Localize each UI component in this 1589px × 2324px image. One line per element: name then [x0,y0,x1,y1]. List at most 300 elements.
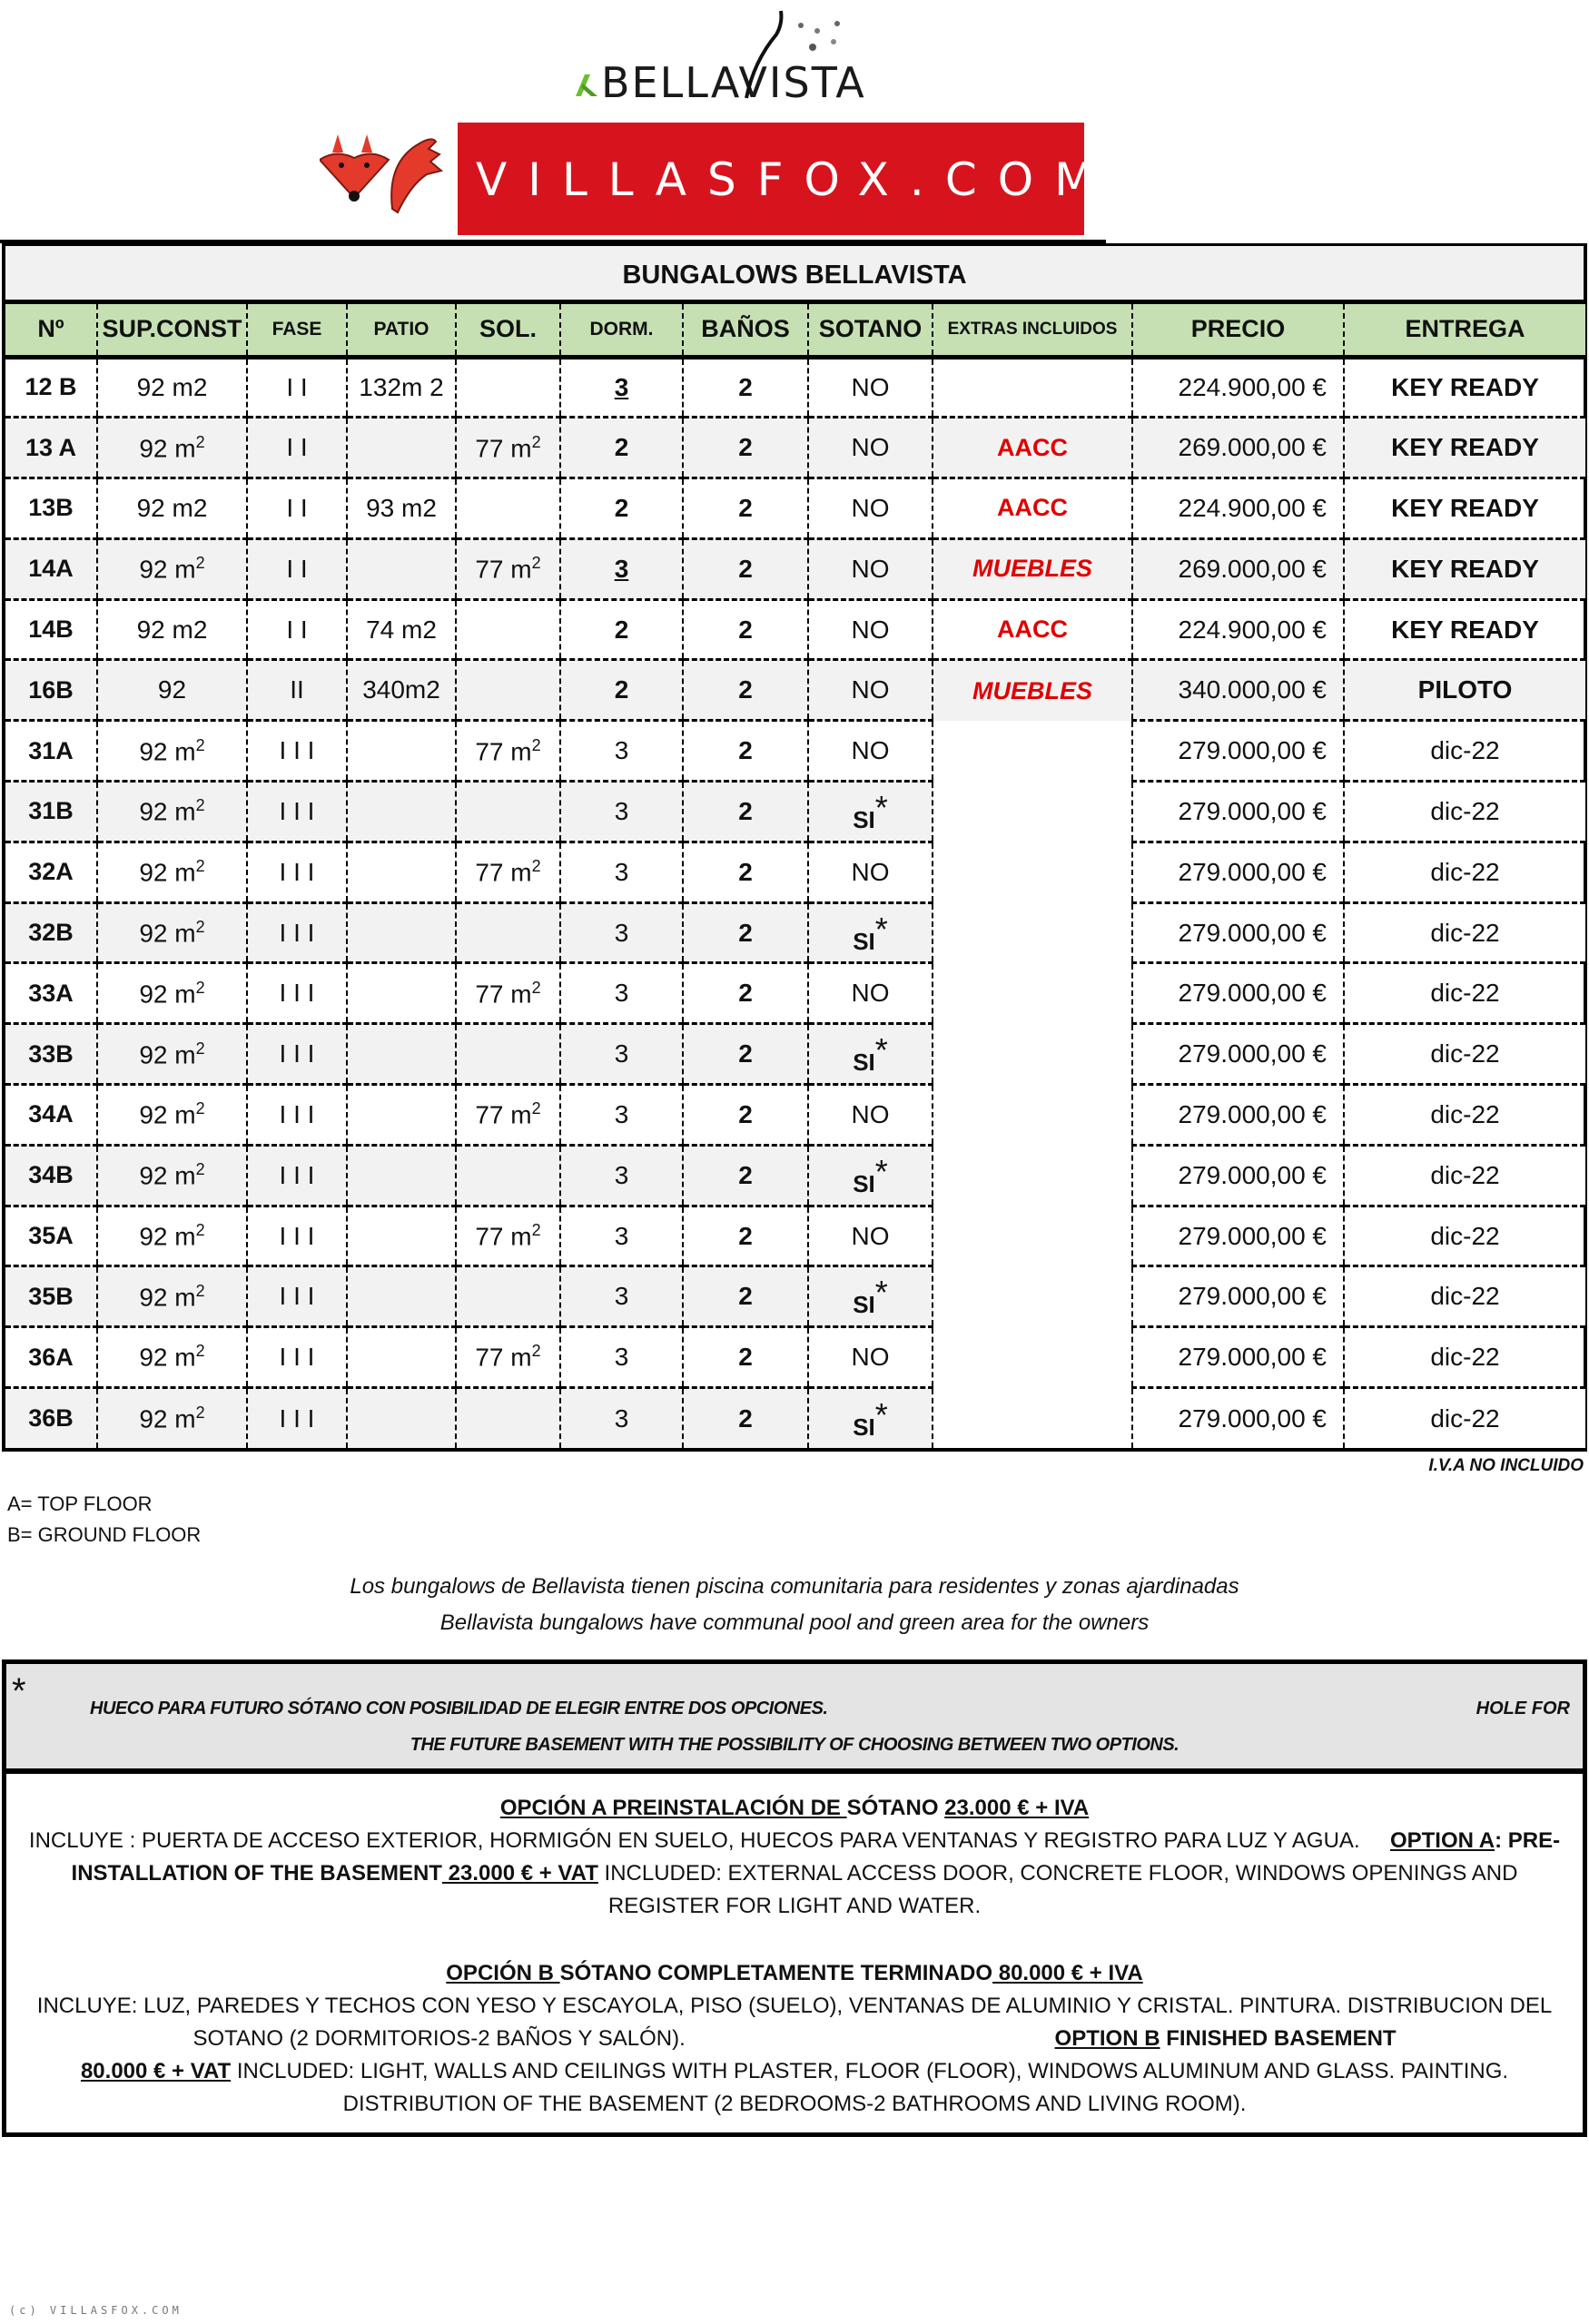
cell-banos: 2 [683,842,808,902]
cell-patio: 74 m2 [347,599,456,660]
cell-number: 35B [5,1266,97,1327]
cell-fase: I I I [247,1145,347,1206]
cell-precio: 279.000,00 € [1132,1145,1344,1206]
superscript: 2 [195,1039,205,1058]
cell-entrega: dic-22 [1344,1145,1585,1206]
cell-sotano: NO [808,599,933,660]
cell-dorm: 3 [560,902,683,963]
cell-sol [456,538,560,599]
cell-fase: I I [247,538,347,599]
cell-sotano: NO [808,660,933,721]
copyright-watermark: (c) VILLASFOX.COM [9,2304,183,2317]
cell-sup-const: 92 m2 [97,599,247,660]
cell-sup-const [97,1145,247,1206]
cell-entrega: KEY READY [1344,538,1585,599]
cell-fase: I I I [247,842,347,902]
asterisk-icon: * [874,1031,888,1069]
cell-sol [456,1145,560,1206]
cell-sol [456,721,560,782]
col-header-patio: PATIO [347,304,456,357]
basement-footnote-box [2,1659,1587,1774]
cell-number: 14B [5,599,97,660]
cell-entrega: dic-22 [1344,902,1585,963]
option-a-description: INCLUYE : PUERTA DE ACCESO EXTERIOR, HORMIGÓN EN SUELO, HUECOS PARA VENTANAS Y REGISTRO PARA LUZ Y AGUA. OPTION A: PRE- INSTALLATION OF THE BASEMENT 23.000 € + VAT INCLUDED: EXTERNAL ACCESS DOOR, CONCRETE FLOOR, WINDOWS OPENINGS AND REGISTER FOR LIGHT AND WATER. [28,1828,1561,1918]
cell-patio [347,538,456,599]
cell-extras [933,1388,1132,1449]
legend-top-floor: A= TOP FLOOR [7,1492,153,1515]
cell-fase: I I I [247,1266,347,1327]
cell-extras: AACC [933,599,1132,660]
superscript: 2 [195,978,205,997]
cell-number: 31B [5,782,97,842]
superscript: 2 [531,735,541,754]
cell-sotano: NO [808,1206,933,1266]
bellavista-leaf-icon [574,71,599,98]
cell-sotano: NO [808,842,933,902]
cell-dorm: 3 [560,963,683,1024]
superscript: 2 [195,1099,205,1118]
superscript: 2 [195,1403,205,1423]
cell-banos: 2 [683,963,808,1024]
cell-sotano [808,1145,933,1206]
cell-patio [347,963,456,1024]
cell-dorm: 3 [560,357,683,418]
cell-patio: 132m 2 [347,357,456,418]
pool-note-es: Los bungalows de Bellavista tienen piscina comunitaria para residentes y zonas ajardinadas [350,1574,1239,1599]
area-value: 92 m [139,1283,196,1312]
superscript: 2 [531,1220,541,1239]
table-row [5,538,1585,599]
table-row [5,1024,1585,1085]
basement-note-es: HUECO PARA FUTURO SÓTANO CON POSIBILIDAD DE ELEGIR ENTRE DOS OPCIONES. [90,1699,828,1718]
cell-sotano: NO [808,357,933,418]
cell-fase: II [247,660,347,721]
area-value: 92 m [139,797,196,826]
superscript: 2 [195,857,205,876]
cell-sol [456,902,560,963]
area-value: 77 m [475,1100,532,1129]
cell-patio [347,1145,456,1206]
cell-sotano: NO [808,1327,933,1388]
area-value: 77 m [475,736,532,765]
cell-sup-const [97,1327,247,1388]
cell-banos: 2 [683,1388,808,1449]
table-title: BUNGALOWS BELLAVISTA [5,246,1584,304]
cell-entrega: KEY READY [1344,599,1585,660]
table-row [5,660,1585,721]
cell-fase: I I I [247,963,347,1024]
sotano-yes: SI [853,1169,875,1197]
cell-patio [347,782,456,842]
cell-dorm: 3 [560,721,683,782]
cell-banos: 2 [683,1206,808,1266]
pool-note [0,1569,1589,1641]
pool-note-en: Bellavista bungalows have communal pool and green area for the owners [439,1610,1150,1635]
cell-precio: 279.000,00 € [1132,1024,1344,1085]
cell-entrega: PILOTO [1344,660,1585,721]
cell-dorm: 3 [560,1145,683,1206]
cell-number: 34B [5,1145,97,1206]
villasfox-wordmark: VILLASFOX.COM [476,153,1115,206]
cell-precio: 279.000,00 € [1132,1266,1344,1327]
superscript: 2 [195,432,205,451]
area-value: 92 m [139,1100,196,1129]
superscript: 2 [531,1099,541,1118]
cell-precio: 224.900,00 € [1132,357,1344,418]
cell-precio: 279.000,00 € [1132,842,1344,902]
cell-dorm: 3 [560,1327,683,1388]
superscript: 2 [195,735,205,754]
bungalows-table [2,243,1587,1452]
cell-entrega: dic-22 [1344,782,1585,842]
cell-sol [456,478,560,539]
cell-patio [347,902,456,963]
cell-sup-const [97,1024,247,1085]
cell-sup-const [97,538,247,599]
cell-precio: 340.000,00 € [1132,660,1344,721]
cell-entrega: dic-22 [1344,963,1585,1024]
cell-number: 32B [5,902,97,963]
cell-banos: 2 [683,1327,808,1388]
asterisk-icon: * [874,1395,888,1433]
area-value: 92 m [139,433,196,462]
cell-extras [933,1327,1132,1388]
cell-sotano: NO [808,963,933,1024]
cell-banos: 2 [683,721,808,782]
cell-banos: 2 [683,599,808,660]
superscript: 2 [531,432,541,451]
cell-banos: 2 [683,357,808,418]
cell-number: 33A [5,963,97,1024]
cell-dorm: 3 [560,782,683,842]
area-value: 92 m [139,736,196,765]
area-value: 77 m [475,1343,532,1372]
table-row [5,357,1585,418]
cell-banos: 2 [683,902,808,963]
cell-patio [347,418,456,478]
table-row [5,418,1585,478]
cell-fase: I I I [247,1085,347,1146]
sotano-yes: SI [853,927,875,955]
cell-patio [347,1327,456,1388]
cell-number: 36A [5,1327,97,1388]
area-value: 92 m [139,555,196,584]
cell-precio: 279.000,00 € [1132,721,1344,782]
fox-logo-icon [320,134,447,216]
table-row [5,963,1585,1024]
cell-entrega: dic-22 [1344,1266,1585,1327]
cell-precio: 269.000,00 € [1132,538,1344,599]
cell-patio [347,721,456,782]
cell-patio [347,1085,456,1146]
cell-sup-const [97,842,247,902]
cell-extras: AACC [933,418,1132,478]
superscript: 2 [195,917,205,936]
cell-banos: 2 [683,1266,808,1327]
cell-fase: I I [247,599,347,660]
cell-fase: I I [247,357,347,418]
cell-dorm: 3 [560,1266,683,1327]
col-header-precio: PRECIO [1132,304,1344,357]
vat-not-included-note: I.V.A NO INCLUIDO [1428,1456,1584,1475]
table-row [5,902,1585,963]
villasfox-banner [458,123,1115,235]
cell-sup-const [97,902,247,963]
cell-extras [933,782,1132,842]
cell-entrega: KEY READY [1344,418,1585,478]
cell-sotano [808,1266,933,1327]
cell-sotano [808,1388,933,1449]
bellavista-wordmark: BELLAVISTA [601,58,866,107]
cell-sotano: NO [808,478,933,539]
cell-dorm: 2 [560,418,683,478]
table-row [5,1085,1585,1146]
table-row [5,599,1585,660]
cell-patio [347,842,456,902]
cell-dorm: 3 [560,1388,683,1449]
cell-sol [456,963,560,1024]
superscript: 2 [195,554,205,573]
area-value: 92 m [139,858,196,887]
cell-banos: 2 [683,660,808,721]
cell-sup-const: 92 m2 [97,357,247,418]
col-header-fase: FASE [247,304,347,357]
cell-extras [933,902,1132,963]
option-b-description: INCLUYE: LUZ, PAREDES Y TECHOS CON YESO Y ESCAYOLA, PISO (SUELO), VENTANAS DE ALUMINIO Y CRISTAL. PINTURA. DISTRIBUCION DEL SOTANO (2 DORMITORIOS-2 BAÑOS Y SALÓN). OPTION B FINISHED BASEMENT 80.000 € + VAT INCLUDED: LIGHT, WALLS AND CEILINGS WITH PLASTER, FLOOR (FLOOR), WINDOWS ALUMINUM AND GLASS. PAINTING. DISTRIBUTION OF THE BASEMENT (2 BEDROOMS-2 BATHROOMS AND LIVING ROOM). [36,1994,1553,2116]
cell-sol [456,1266,560,1327]
area-value: 92 m [139,1343,196,1372]
cell-sol [456,599,560,660]
cell-number: 13B [5,478,97,539]
floor-legend [7,1489,201,1551]
cell-precio: 224.900,00 € [1132,478,1344,539]
area-value: 77 m [475,980,532,1009]
table-row [5,1388,1585,1449]
cell-precio: 279.000,00 € [1132,782,1344,842]
cell-sup-const [97,1206,247,1266]
cell-patio [347,1024,456,1085]
cell-dorm: 2 [560,599,683,660]
cell-number: 32A [5,842,97,902]
option-a-title: OPCIÓN A PREINSTALACIÓN DE SÓTANO 23.000 € + IVA [499,1796,1090,1820]
cell-patio: 93 m2 [347,478,456,539]
sotano-yes: SI [853,1413,875,1441]
cell-dorm: 3 [560,538,683,599]
cell-number: 12 B [25,373,77,401]
cell-banos: 2 [683,538,808,599]
cell-sol [456,1206,560,1266]
table-row [5,1266,1585,1327]
col-header-number: Nº [5,304,97,357]
cell-banos: 2 [683,418,808,478]
cell-precio: 279.000,00 € [1132,902,1344,963]
cell-entrega: dic-22 [1344,1085,1585,1146]
area-value: 92 m [139,919,196,948]
cell-number: 14A [5,538,97,599]
option-b-title: OPCIÓN B SÓTANO COMPLETAMENTE TERMINADO 80.000 € + IVA [446,1961,1143,1985]
cell-sol [456,1024,560,1085]
cell-sup-const [97,1388,247,1449]
superscript: 2 [531,978,541,997]
cell-entrega: dic-22 [1344,1388,1585,1449]
cell-number: 34A [5,1085,97,1146]
table-row [5,1327,1585,1388]
cell-sotano [808,782,933,842]
basement-options-box [2,1774,1587,2137]
cell-banos: 2 [683,1145,808,1206]
col-header-sotano: SOTANO [808,304,933,357]
cell-number: 31A [5,721,97,782]
cell-extras [933,357,1132,418]
asterisk-icon: * [874,1274,888,1312]
cell-precio: 224.900,00 € [1132,599,1344,660]
cell-precio: 279.000,00 € [1132,1085,1344,1146]
cell-banos: 2 [683,782,808,842]
cell-sup-const [97,418,247,478]
cell-extras [933,1085,1132,1146]
cell-fase: I I I [247,1388,347,1449]
asterisk-icon: * [12,1671,26,1711]
cell-sol [456,660,560,721]
cell-extras: MUEBLES [933,538,1132,599]
table-header-row [5,304,1585,357]
cell-banos: 2 [683,1024,808,1085]
col-header-banos: BAÑOS [683,304,808,357]
sotano-yes: SI [853,1291,875,1319]
asterisk-icon: * [874,1152,888,1190]
cell-fase: I I I [247,1327,347,1388]
superscript: 2 [195,796,205,815]
cell-sol [456,1388,560,1449]
cell-fase: I I I [247,721,347,782]
cell-patio [347,1206,456,1266]
area-value: 92 m [139,980,196,1009]
sotano-yes: SI [853,1049,875,1077]
asterisk-icon: * [874,910,888,948]
area-value: 92 m [139,1039,196,1068]
cell-number: 35A [5,1206,97,1266]
area-value: 77 m [475,858,532,887]
cell-entrega: dic-22 [1344,721,1585,782]
cell-entrega: dic-22 [1344,1024,1585,1085]
table-row [5,842,1585,902]
cell-sol [456,842,560,902]
col-header-sol: SOL. [456,304,560,357]
superscript: 2 [195,1342,205,1361]
cell-sol [456,1327,560,1388]
col-header-dorm: DORM. [560,304,683,357]
cell-sotano: NO [808,1085,933,1146]
cell-entrega: dic-22 [1344,1327,1585,1388]
cell-fase: I I I [247,1206,347,1266]
cell-fase: I I [247,418,347,478]
area-value: 77 m [475,1222,532,1251]
cell-dorm: 3 [560,1024,683,1085]
legend-ground-floor: B= GROUND FLOOR [7,1523,202,1546]
superscript: 2 [195,1220,205,1239]
cell-precio: 279.000,00 € [1132,963,1344,1024]
area-value: 92 m [139,1161,196,1190]
cell-extras [933,842,1132,902]
table-row [5,1206,1585,1266]
asterisk-icon: * [874,788,888,826]
cell-sup-const: 92 m2 [97,478,247,539]
cell-patio [347,1388,456,1449]
cell-number: 36B [5,1388,97,1449]
cell-entrega: KEY READY [1344,357,1585,418]
cell-fase: I I I [247,782,347,842]
cell-precio: 279.000,00 € [1132,1206,1344,1266]
cell-sup-const [97,1266,247,1327]
cell-extras [933,1145,1132,1206]
cell-dorm: 3 [560,1085,683,1146]
cell-sup-const [97,721,247,782]
cell-patio [347,1266,456,1327]
cell-dorm: 3 [560,842,683,902]
col-header-extras: EXTRAS INCLUIDOS [933,304,1132,357]
cell-sol [456,357,560,418]
superscript: 2 [531,554,541,573]
cell-sup-const [97,782,247,842]
superscript: 2 [195,1160,205,1179]
cell-number: 33B [5,1024,97,1085]
bellavista-logo [563,7,890,107]
cell-dorm: 2 [560,660,683,721]
cell-precio: 279.000,00 € [1132,1388,1344,1449]
table-row [5,1145,1585,1206]
cell-sol [456,782,560,842]
area-value: 92 m [139,1404,196,1433]
cell-entrega: dic-22 [1344,842,1585,902]
cell-dorm: 3 [560,1206,683,1266]
cell-sup-const [97,963,247,1024]
cell-sol [456,418,560,478]
basement-note-en: THE FUTURE BASEMENT WITH THE POSSIBILITY OF CHOOSING BETWEEN TWO OPTIONS. [410,1735,1179,1755]
superscript: 2 [195,1281,205,1300]
table-row [5,478,1585,539]
area-value: 77 m [475,555,532,584]
cell-number: 13 A [5,418,97,478]
cell-extras [933,1024,1132,1085]
sotano-yes: SI [853,805,875,833]
superscript: 2 [531,857,541,876]
cell-extras [933,963,1132,1024]
cell-precio: 279.000,00 € [1132,1327,1344,1388]
cell-extras [933,721,1132,782]
cell-extras: AACC [933,478,1132,539]
cell-sup-const: 92 [97,660,247,721]
cell-fase: I I [247,478,347,539]
cell-banos: 2 [683,478,808,539]
cell-sup-const [97,1085,247,1146]
cell-fase: I I I [247,902,347,963]
cell-fase: I I I [247,1024,347,1085]
cell-sol [456,1085,560,1146]
cell-entrega: KEY READY [1344,478,1585,539]
area-value: 77 m [475,433,532,462]
table-row [5,782,1585,842]
cell-banos: 2 [683,1085,808,1146]
cell-sotano [808,902,933,963]
col-header-sup-const: SUP.CONST [97,304,247,357]
cell-sotano: NO [808,538,933,599]
table-row [5,721,1585,782]
cell-patio: 340m2 [347,660,456,721]
cell-sotano [808,1024,933,1085]
area-value: 92 m [139,1222,196,1251]
cell-entrega: dic-22 [1344,1206,1585,1266]
cell-sotano: NO [808,721,933,782]
